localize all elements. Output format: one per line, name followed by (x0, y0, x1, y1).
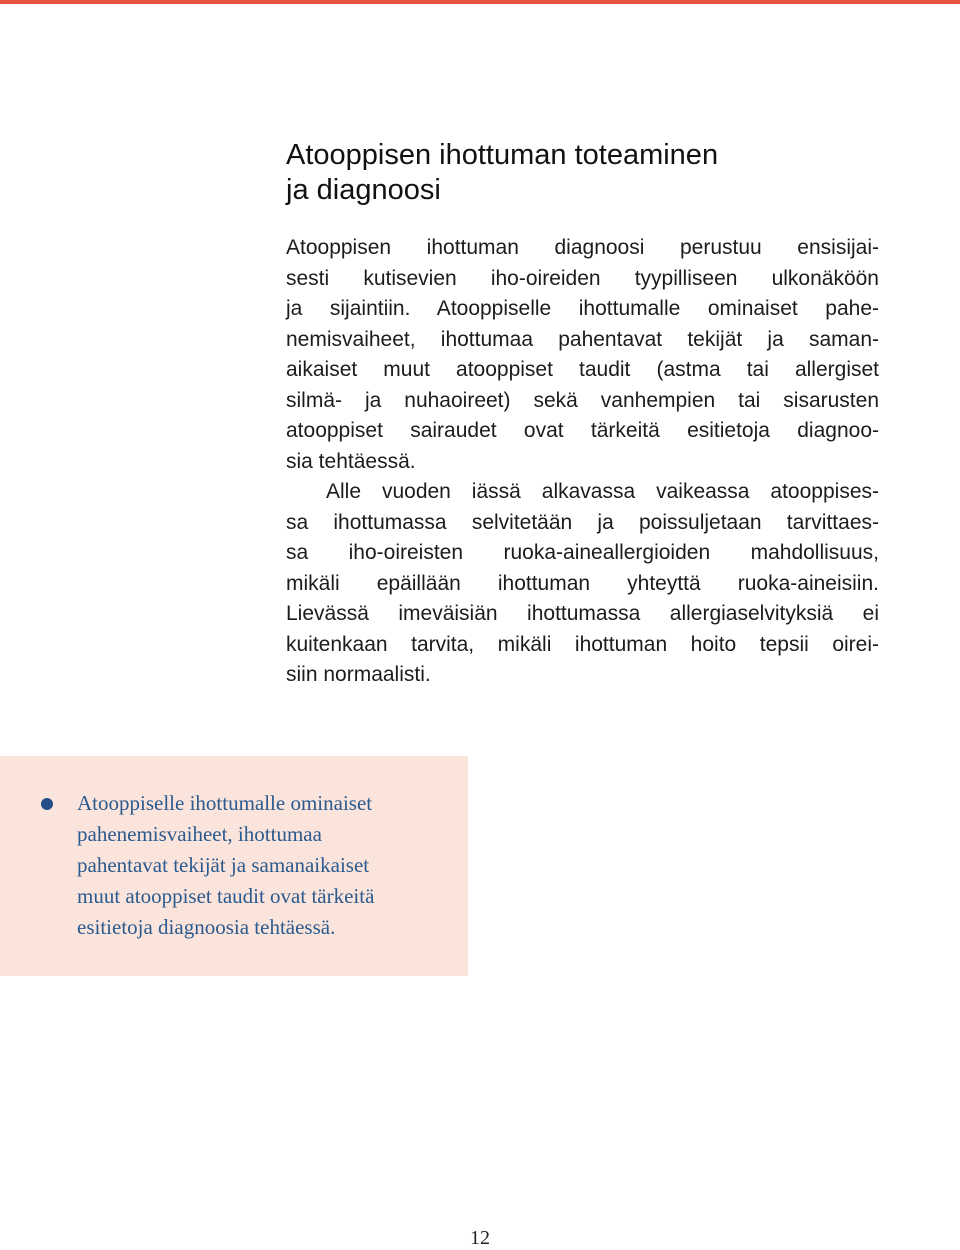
callout-line: pahenemisvaiheet, ihottumaa (77, 822, 322, 846)
body-paragraphs (286, 233, 879, 691)
callout-line: Atooppiselle ihottumalle ominaiset (77, 791, 373, 815)
body-line: siin normaalisti. (286, 663, 431, 686)
section-heading (286, 138, 886, 208)
body-line: Atooppisen ihottuman diagnoosi perustuu ensisijai- (286, 236, 879, 259)
page-number: 12 (470, 1227, 490, 1249)
heading-line: Atooppisen ihottuman toteaminen (286, 139, 719, 171)
callout-text (77, 788, 457, 943)
body-line: atooppiset sairaudet ovat tärkeitä esitietoja diagnoo- (286, 419, 879, 442)
body-line: Alle vuoden iässä alkavassa vaikeassa atooppises- (326, 480, 879, 503)
heading-line: ja diagnoosi (286, 174, 441, 206)
callout-line: muut atooppiset taudit ovat tärkeitä (77, 884, 375, 908)
top-accent-rule (0, 0, 960, 4)
body-line: sa iho-oireisten ruoka-aineallergioiden mahdollisuus, (286, 541, 879, 564)
bullet-icon (41, 798, 53, 810)
body-line: sa ihottumassa selvitetään ja poissuljetaan tarvittaes- (286, 510, 879, 534)
body-line: ja sijaintiin. Atooppiselle ihottumalle ominaiset pahe- (286, 297, 879, 320)
body-line: mikäli epäillään ihottuman yhteyttä ruoka-aineisiin. (286, 571, 879, 595)
body-line: Lievässä imeväisiän ihottumassa allergiaselvityksiä ei (286, 602, 879, 625)
body-line: sesti kutisevien iho-oireiden tyypilliseen ulkonäköön (286, 266, 879, 290)
body-line: nemisvaiheet, ihottumaa pahentavat tekijät ja saman- (286, 327, 879, 351)
body-line: kuitenkaan tarvita, mikäli ihottuman hoito tepsii oirei- (286, 632, 879, 656)
body-line: aikaiset muut atooppiset taudit (astma tai allergiset (286, 358, 879, 381)
body-line: silmä- ja nuhaoireet) sekä vanhempien tai sisarusten (286, 388, 879, 412)
body-line: sia tehtäessä. (286, 449, 416, 473)
callout-line: esitietoja diagnoosia tehtäessä. (77, 915, 336, 939)
callout-line: pahentavat tekijät ja samanaikaiset (77, 853, 370, 877)
